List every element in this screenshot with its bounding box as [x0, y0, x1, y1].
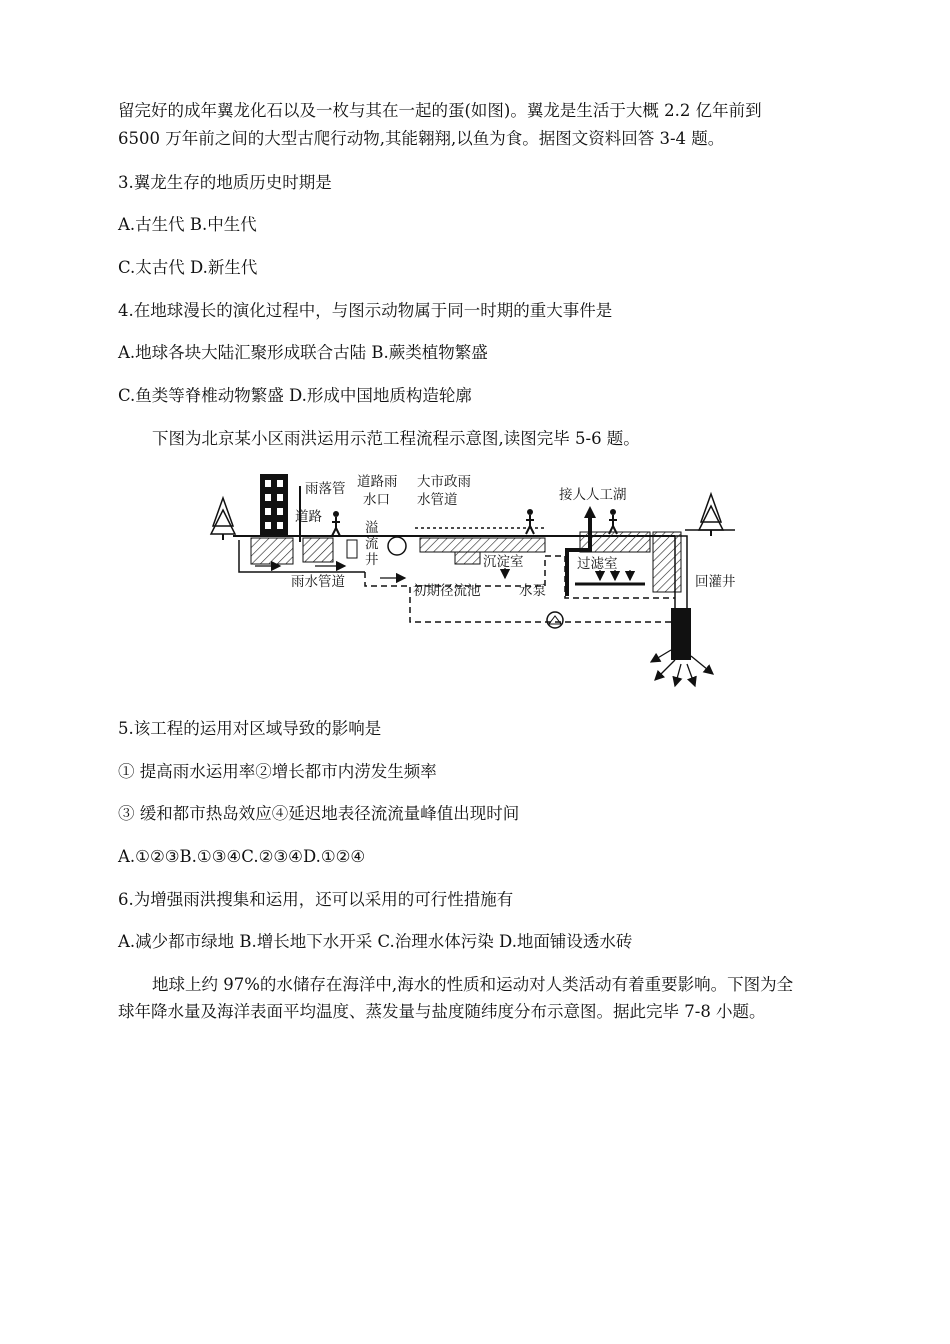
person-icon	[526, 509, 534, 534]
label-municipal-2: 水管道	[417, 492, 458, 508]
label-filter: 过滤室	[577, 556, 618, 572]
label-initial-pool: 初期径流池	[413, 583, 481, 599]
intro-line-2: 6500 万年前之间的大型古爬行动物,其能翱翔,以鱼为食。据图文资料回答 3-4 题。	[118, 129, 725, 148]
q5-items-1-2: ① 提高雨水运用率②增长都市内涝发生频率	[118, 762, 437, 781]
stormwater-flow-diagram	[205, 466, 765, 691]
q6-stem: 6.为增强雨洪搜集和运用，还可以采用的可行性措施有	[118, 890, 514, 909]
label-storm-pipe: 雨水管道	[291, 574, 345, 590]
label-road: 道路	[295, 509, 322, 525]
q5-stem: 5.该工程的运用对区域导致的影响是	[118, 719, 382, 738]
q3-stem: 3.翼龙生存的地质历史时期是	[118, 173, 332, 192]
q6-options: A.减少都市绿地 B.增长地下水开采 C.治理水体污染 D.地面铺设透水砖	[118, 932, 633, 951]
person-icon	[609, 509, 617, 534]
passage-7-8-line-1: 地球上约 97%的水储存在海洋中,海水的性质和运动对人类活动有着重要影响。下图为全	[152, 975, 794, 994]
q3-options-cd: C.太古代 D.新生代	[118, 258, 258, 277]
intro-line-1: 留完好的成年翼龙化石以及一枚与其在一起的蛋(如图)。翼龙是生活于大概 2.2 亿年前到	[118, 101, 762, 120]
q4-options-cd: C.鱼类等脊椎动物繁盛 D.形成中国地质构造轮廓	[118, 386, 472, 405]
passage-7-8-line-2: 球年降水量及海洋表面平均温度、蒸发量与盐度随纬度分布示意图。据此完毕 7-8 小题。	[118, 1002, 766, 1021]
label-inlet-2: 水口	[363, 492, 390, 508]
passage-5-6: 下图为北京某小区雨洪运用示范工程流程示意图,读图完毕 5-6 题。	[152, 429, 640, 448]
label-overflow-3: 井	[365, 552, 379, 568]
label-inlet-1: 道路雨	[357, 474, 398, 490]
label-recharge-well: 回灌井	[695, 574, 736, 590]
label-overflow-2: 流	[365, 536, 379, 552]
label-lake: 接人人工湖	[559, 487, 627, 503]
label-pump: 水泵	[519, 583, 546, 599]
q3-options-ab: A.古生代 B.中生代	[118, 215, 257, 234]
q5-items-3-4: ③ 缓和都市热岛效应④延迟地表径流流量峰值出现时间	[118, 804, 520, 823]
pump-icon	[547, 612, 563, 628]
label-municipal-1: 大市政雨	[417, 474, 471, 490]
q5-options: A.①②③B.①③④C.②③④D.①②④	[118, 847, 366, 866]
tree-left-icon	[211, 498, 235, 540]
q4-options-ab: A.地球各块大陆汇聚形成联合古陆 B.蕨类植物繁盛	[118, 343, 488, 362]
q4-stem: 4.在地球漫长的演化过程中，与图示动物属于同一时期的重大事件是	[118, 301, 613, 320]
label-overflow-1: 溢	[365, 520, 379, 536]
label-downpipe: 雨落管	[305, 481, 346, 497]
building-icon	[260, 474, 288, 536]
person-icon	[332, 511, 340, 536]
label-sediment: 沉淀室	[483, 554, 524, 570]
